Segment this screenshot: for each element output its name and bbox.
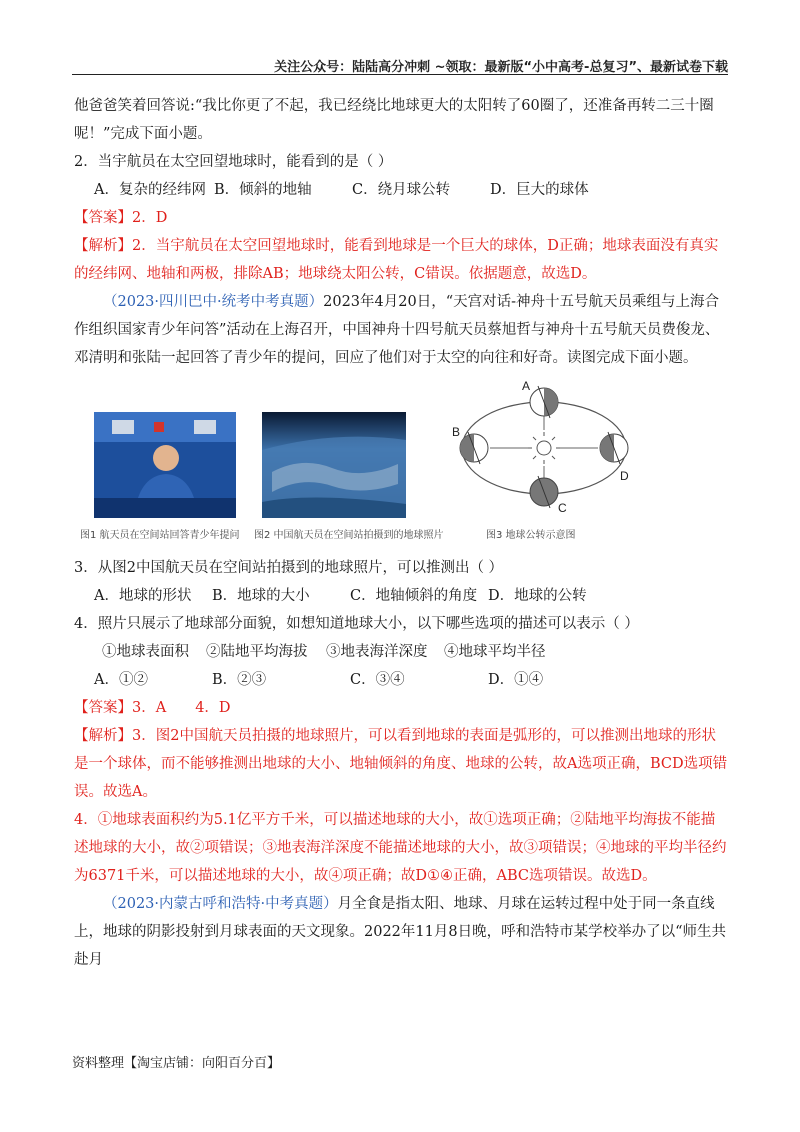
q4-option-a: A．①② xyxy=(94,672,148,688)
q4-option-c: C．③④ xyxy=(350,672,405,688)
source-tag: （2023·四川巴中·统考中考真题） xyxy=(103,294,324,310)
analysis-label: 【解析】 xyxy=(74,238,132,254)
analysis-text: 3．图2中国航天员拍摄的地球照片，可以看到地球的表面是弧形的，可以推测出地球的形状是一个球体，而不能够推测出地球的大小、地轴倾斜的角度、地球的公转，故A选项正确，BCD选项错误。故选A。 xyxy=(74,728,728,800)
q3-option-d: D．地球的公转 xyxy=(488,588,587,604)
q2-analysis xyxy=(74,232,728,288)
q2-option-b: B．倾斜的地轴 xyxy=(214,182,312,198)
figure-3-orbit-diagram xyxy=(444,378,644,528)
q3-options xyxy=(74,582,728,610)
passage-text: 2023年4月20日，“天宫对话-神舟十五号航天员乘组与上海合作组织国家青少年问答”活动在上海召开，中国神舟十四号航天员蔡旭哲与神舟十五号航天员费俊龙、邓清明和张陆一起回答了青少年的提问，回应了他们对于太空的向往和好奇。读图完成下面小题。 xyxy=(74,294,720,366)
figure-1-caption: 图1 航天员在空间站回答青少年提问 xyxy=(80,530,240,541)
q2-options xyxy=(74,176,728,204)
q4-stem: 4．照片只展示了地球部分面貌，如想知道地球大小，以下哪些选项的描述可以表示（ ） xyxy=(74,616,639,632)
q4-item-2: ②陆地平均海拔 xyxy=(206,644,308,660)
q2-option-d: D．巨大的球体 xyxy=(490,182,589,198)
analysis-4: 4．①地球表面积约为5.1亿平方千米，可以描述地球的大小，故①选项正确；②陆地平均海拔不能描述地球的大小，故②项错误；③地表海洋深度不能描述地球的大小，故③项错误；④地球的平均半径约为6371千米，可以描述地球的大小，故④项正确；故D①④正确，ABC选项错误。故选D。 xyxy=(74,812,727,884)
analysis-label: 【解析】 xyxy=(74,728,132,744)
q3-option-c: C．地轴倾斜的角度 xyxy=(350,588,478,604)
passage-text: 月全食是指太阳、地球、月球在运转过程中处于同一条直线上，地球的阴影投射到月球表面的天文现象。2022年11月8日晚，呼和浩特市某学校举办了以“师生共赴月 xyxy=(74,896,726,968)
page-footer: 资料整理【淘宝店铺：向阳百分百】 xyxy=(72,1056,281,1071)
q4-options xyxy=(74,666,728,694)
q4-option-d: D．①④ xyxy=(488,672,544,688)
label-a: A xyxy=(522,379,531,393)
source-tag: （2023·内蒙古呼和浩特·中考真题） xyxy=(103,896,338,912)
earth-position-c xyxy=(530,476,558,508)
q4-items xyxy=(74,638,728,666)
earth-position-a xyxy=(530,386,558,418)
q2-option-c: C．绕月球公转 xyxy=(352,182,451,198)
figure-1-astronaut-image xyxy=(94,412,236,518)
intro-line-1: 他爸爸笑着回答说:“我比你更了不起，我已经绕比地球更大的太阳转了60圈了，还准备再转二三十圈 xyxy=(74,98,714,114)
answer-3-4 xyxy=(74,694,728,722)
answer-text: 3．A 4．D xyxy=(132,700,231,716)
intro-line-2: 呢！”完成下面小题。 xyxy=(74,126,212,142)
label-b: B xyxy=(452,425,461,439)
page-content xyxy=(74,92,728,974)
figure-2-caption: 图2 中国航天员在空间站拍摄到的地球照片 xyxy=(254,530,444,541)
figure-2-earth-photo xyxy=(262,412,406,518)
analysis-3 xyxy=(74,722,728,806)
q3-option-a: A．地球的形状 xyxy=(94,588,192,604)
q3-stem: 3．从图2中国航天员在空间站拍摄到的地球照片，可以推测出（ ） xyxy=(74,560,504,576)
label-d: D xyxy=(620,469,629,483)
page-header: 关注公众号：陆陆高分冲刺 ~领取：最新版“小中高考-总复习”、最新试卷下载 xyxy=(274,60,728,75)
q2-answer: 【答案】2．D xyxy=(74,210,168,226)
q4-item-4: ④地球平均半径 xyxy=(444,644,546,660)
analysis-text: 2．当宇航员在太空回望地球时，能看到地球是一个巨大的球体，D正确；地球表面没有真实的经纬网、地轴和两极，排除AB；地球绕太阳公转，C错误。依据题意，故选D。 xyxy=(74,238,719,282)
q4-item-3: ③地表海洋深度 xyxy=(326,644,428,660)
q2-option-a: A．复杂的经纬网 xyxy=(94,182,206,198)
passage-2 xyxy=(74,288,728,372)
figure-row xyxy=(74,378,728,554)
q3-option-b: B．地球的大小 xyxy=(212,588,310,604)
q2-stem: 2．当宇航员在太空回望地球时，能看到的是（ ） xyxy=(74,154,393,170)
figure-3-caption: 图3 地球公转示意图 xyxy=(486,530,576,541)
passage-3 xyxy=(74,890,728,974)
header-rule xyxy=(72,74,728,75)
label-c: C xyxy=(558,501,567,515)
q4-item-1: ①地球表面积 xyxy=(102,644,189,660)
q4-option-b: B．②③ xyxy=(212,672,267,688)
answer-label: 【答案】 xyxy=(74,700,132,716)
